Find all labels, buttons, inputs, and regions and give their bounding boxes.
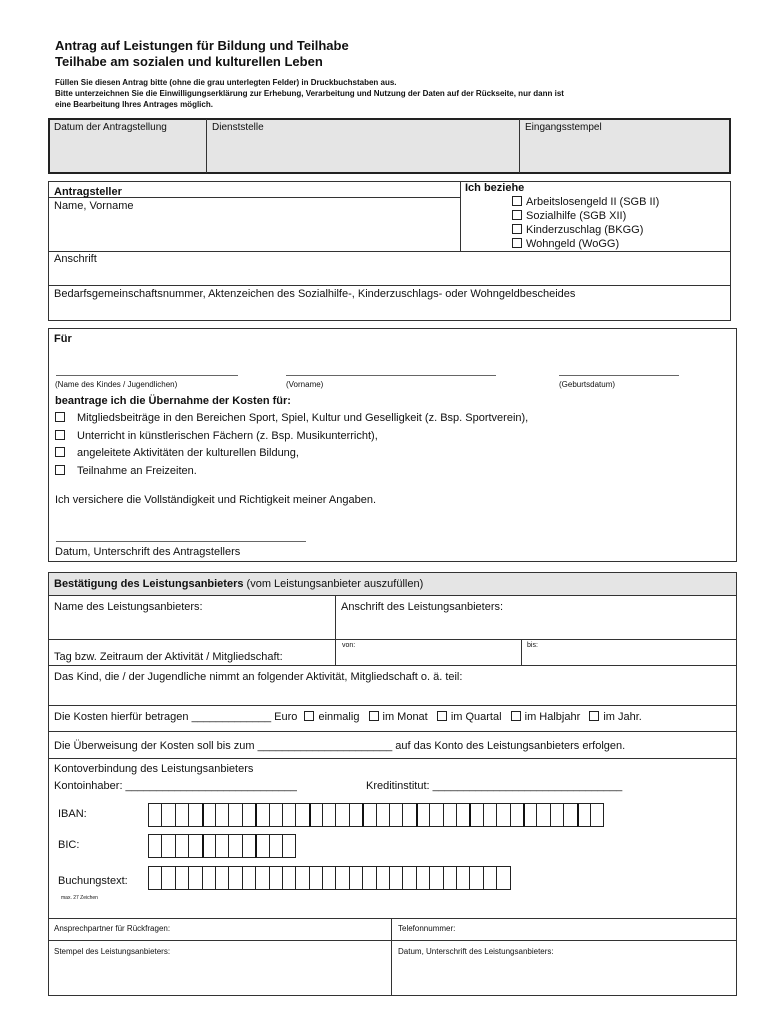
benefit-option-wogg[interactable]: Wohngeld (WoGG)	[512, 238, 619, 250]
iban-input[interactable]	[148, 803, 603, 827]
provider-name-field[interactable]: Name des Leistungsanbieters:	[54, 601, 203, 613]
participation-text: Das Kind, die / der Jugendliche nimmt an folgender Aktivität, Mitgliedschaft o. ä. teil:	[54, 671, 463, 683]
applicant-signature-label: Datum, Unterschrift des Antragstellers	[55, 546, 241, 558]
checkbox[interactable]	[437, 711, 447, 721]
character-cell[interactable]	[443, 803, 457, 827]
character-cell[interactable]	[362, 866, 376, 890]
character-cell[interactable]	[269, 803, 283, 827]
character-cell[interactable]	[295, 803, 309, 827]
checkbox[interactable]	[55, 447, 65, 457]
character-cell[interactable]	[148, 866, 162, 890]
character-cell[interactable]	[309, 866, 323, 890]
character-cell[interactable]	[202, 803, 216, 827]
max-chars-hint: max. 27 Zeichen	[61, 895, 98, 901]
benefit-option-bkgg[interactable]: Kinderzuschlag (BKGG)	[512, 224, 643, 236]
character-cell[interactable]	[175, 834, 189, 858]
character-cell[interactable]	[295, 866, 309, 890]
character-cell[interactable]	[483, 803, 497, 827]
request-section	[48, 328, 737, 562]
checkbox[interactable]	[512, 224, 522, 234]
character-cell[interactable]	[429, 803, 443, 827]
character-cell[interactable]	[563, 803, 577, 827]
character-cell[interactable]	[215, 834, 229, 858]
character-cell[interactable]	[228, 803, 242, 827]
character-cell[interactable]	[228, 866, 242, 890]
account-holder-field[interactable]: Kontoinhaber: ____________________________	[54, 780, 297, 792]
checkbox[interactable]	[512, 196, 522, 206]
character-cell[interactable]	[175, 803, 189, 827]
character-cell[interactable]	[550, 803, 564, 827]
instruction-line-2: Bitte unterzeichnen Sie die Einwilligungserklärung zur Erhebung, Verarbeitung und Nutzung der Daten auf der Rückseite, nur dann ist	[55, 89, 564, 98]
transfer-text[interactable]: Die Überweisung der Kosten soll bis zum ______________________ auf das Konto des Leistungsanbieters erfolgen.	[54, 740, 626, 752]
character-cell[interactable]	[577, 803, 591, 827]
character-cell[interactable]	[469, 803, 483, 827]
character-cell[interactable]	[590, 803, 604, 827]
period-from-field[interactable]: von:	[342, 642, 356, 649]
character-cell[interactable]	[269, 866, 283, 890]
character-cell[interactable]	[376, 866, 390, 890]
character-cell[interactable]	[389, 866, 403, 890]
character-cell[interactable]	[215, 866, 229, 890]
booking-text-label: Buchungstext:	[58, 875, 128, 887]
receipt-stamp-field[interactable]: Eingangsstempel	[525, 122, 602, 133]
form-title: Antrag auf Leistungen für Bildung und Teilhabe	[55, 38, 349, 53]
character-cell[interactable]	[402, 866, 416, 890]
activity-period-label: Tag bzw. Zeitraum der Aktivität / Mitgliedschaft:	[54, 651, 283, 663]
character-cell[interactable]	[362, 803, 376, 827]
bank-heading: Kontoverbindung des Leistungsanbieters	[54, 763, 254, 775]
checkbox[interactable]	[589, 711, 599, 721]
benefit-heading: Ich beziehe	[465, 182, 525, 194]
instruction-line-3: eine Bearbeitung Ihres Antrages möglich.	[55, 100, 213, 109]
character-cell[interactable]	[282, 834, 296, 858]
character-cell[interactable]	[282, 803, 296, 827]
benefit-option-sgb12[interactable]: Sozialhilfe (SGB XII)	[512, 210, 626, 222]
character-cell[interactable]	[496, 803, 510, 827]
character-cell[interactable]	[242, 803, 256, 827]
checkbox[interactable]	[512, 238, 522, 248]
for-heading: Für	[54, 333, 72, 345]
character-cell[interactable]	[175, 866, 189, 890]
checkbox[interactable]	[512, 210, 522, 220]
phone-field[interactable]: Telefonnummer:	[398, 924, 456, 933]
character-cell[interactable]	[202, 834, 216, 858]
character-cell[interactable]	[161, 834, 175, 858]
checkbox[interactable]	[511, 711, 521, 721]
character-cell[interactable]	[215, 803, 229, 827]
character-cell[interactable]	[188, 834, 202, 858]
provider-stamp-field[interactable]: Stempel des Leistungsanbieters:	[54, 947, 171, 956]
first-name-caption: (Vorname)	[286, 380, 324, 389]
period-to-field[interactable]: bis:	[527, 642, 538, 649]
provider-address-field[interactable]: Anschrift des Leistungsanbieters:	[341, 601, 504, 613]
checkbox[interactable]	[304, 711, 314, 721]
birthdate-line[interactable]	[559, 375, 679, 376]
cost-option-membership[interactable]: Mitgliedsbeiträge in den Bereichen Sport, Spiel, Kultur und Geselligkeit (z. Bsp. Sportverein),	[55, 412, 528, 424]
character-cell[interactable]	[389, 803, 403, 827]
character-cell[interactable]	[202, 866, 216, 890]
provider-heading: Bestätigung des Leistungsanbieters (vom Leistungsanbieter auszufüllen)	[54, 578, 424, 590]
character-cell[interactable]	[443, 866, 457, 890]
bic-label: BIC:	[58, 839, 80, 851]
assurance-text: Ich versichere die Vollständigkeit und Richtigkeit meiner Angaben.	[55, 494, 377, 506]
character-cell[interactable]	[242, 834, 256, 858]
character-cell[interactable]	[309, 803, 323, 827]
character-cell[interactable]	[282, 866, 296, 890]
character-cell[interactable]	[483, 866, 497, 890]
character-cell[interactable]	[496, 866, 510, 890]
booking-text-input[interactable]	[148, 866, 510, 890]
character-cell[interactable]	[188, 866, 202, 890]
character-cell[interactable]	[335, 866, 349, 890]
character-cell[interactable]	[255, 866, 269, 890]
character-cell[interactable]	[188, 803, 202, 827]
child-name-caption: (Name des Kindes / Jugendlichen)	[55, 380, 178, 389]
contact-person-field[interactable]: Ansprechpartner für Rückfragen:	[54, 924, 171, 933]
bank-name-field[interactable]: Kreditinstitut: _______________________________	[366, 780, 623, 792]
character-cell[interactable]	[255, 834, 269, 858]
applicant-name-field[interactable]: Name, Vorname	[54, 200, 134, 212]
character-cell[interactable]	[349, 803, 363, 827]
character-cell[interactable]	[416, 866, 430, 890]
instruction-line-1: Füllen Sie diesen Antrag bitte (ohne die grau unterlegten Felder) in Druckbuchstaben aus.	[55, 78, 397, 87]
character-cell[interactable]	[429, 866, 443, 890]
character-cell[interactable]	[510, 803, 524, 827]
application-date-field[interactable]: Datum der Antragstellung	[54, 122, 167, 133]
case-number-field[interactable]: Bedarfsgemeinschaftsnummer, Aktenzeichen des Sozialhilfe-, Kinderzuschlags- oder Wohngeldbescheides	[54, 288, 576, 300]
cost-line[interactable]: Die Kosten hierfür betragen _____________ Euro einmalig im Monat im Quartal im Halbjahr im Jahr.	[54, 711, 642, 723]
birthdate-caption: (Geburtsdatum)	[559, 380, 616, 389]
department-field[interactable]: Dienststelle	[212, 122, 264, 133]
character-cell[interactable]	[322, 866, 336, 890]
cost-option-leisure[interactable]: Teilnahme an Freizeiten.	[55, 465, 197, 477]
first-name-line[interactable]	[286, 375, 496, 376]
character-cell[interactable]	[456, 866, 470, 890]
cost-option-cultural[interactable]: angeleitete Aktivitäten der kulturellen Bildung,	[55, 447, 299, 459]
applicant-signature-line[interactable]	[56, 541, 306, 542]
cost-option-lessons[interactable]: Unterricht in künstlerischen Fächern (z. Bsp. Musikunterricht),	[55, 430, 378, 442]
provider-signature-field[interactable]: Datum, Unterschrift des Leistungsanbieters:	[398, 947, 554, 956]
character-cell[interactable]	[255, 803, 269, 827]
character-cell[interactable]	[349, 866, 363, 890]
character-cell[interactable]	[536, 803, 550, 827]
bic-input[interactable]	[148, 834, 295, 858]
checkbox[interactable]	[55, 430, 65, 440]
applicant-heading: Antragsteller	[54, 186, 122, 198]
request-heading: beantrage ich die Übernahme der Kosten für:	[55, 395, 291, 407]
character-cell[interactable]	[456, 803, 470, 827]
applicant-address-field[interactable]: Anschrift	[54, 253, 97, 265]
character-cell[interactable]	[269, 834, 283, 858]
checkbox[interactable]	[369, 711, 379, 721]
character-cell[interactable]	[228, 834, 242, 858]
character-cell[interactable]	[322, 803, 336, 827]
character-cell[interactable]	[148, 834, 162, 858]
checkbox[interactable]	[55, 465, 65, 475]
form-subtitle: Teilhabe am sozialen und kulturellen Leben	[55, 54, 323, 69]
character-cell[interactable]	[335, 803, 349, 827]
character-cell[interactable]	[523, 803, 537, 827]
character-cell[interactable]	[402, 803, 416, 827]
child-name-line[interactable]	[56, 375, 238, 376]
checkbox[interactable]	[55, 412, 65, 422]
character-cell[interactable]	[416, 803, 430, 827]
character-cell[interactable]	[376, 803, 390, 827]
benefit-option-sgb2[interactable]: Arbeitslosengeld II (SGB II)	[512, 196, 659, 208]
character-cell[interactable]	[469, 866, 483, 890]
character-cell[interactable]	[242, 866, 256, 890]
iban-label: IBAN:	[58, 808, 87, 820]
character-cell[interactable]	[161, 803, 175, 827]
character-cell[interactable]	[161, 866, 175, 890]
character-cell[interactable]	[148, 803, 162, 827]
